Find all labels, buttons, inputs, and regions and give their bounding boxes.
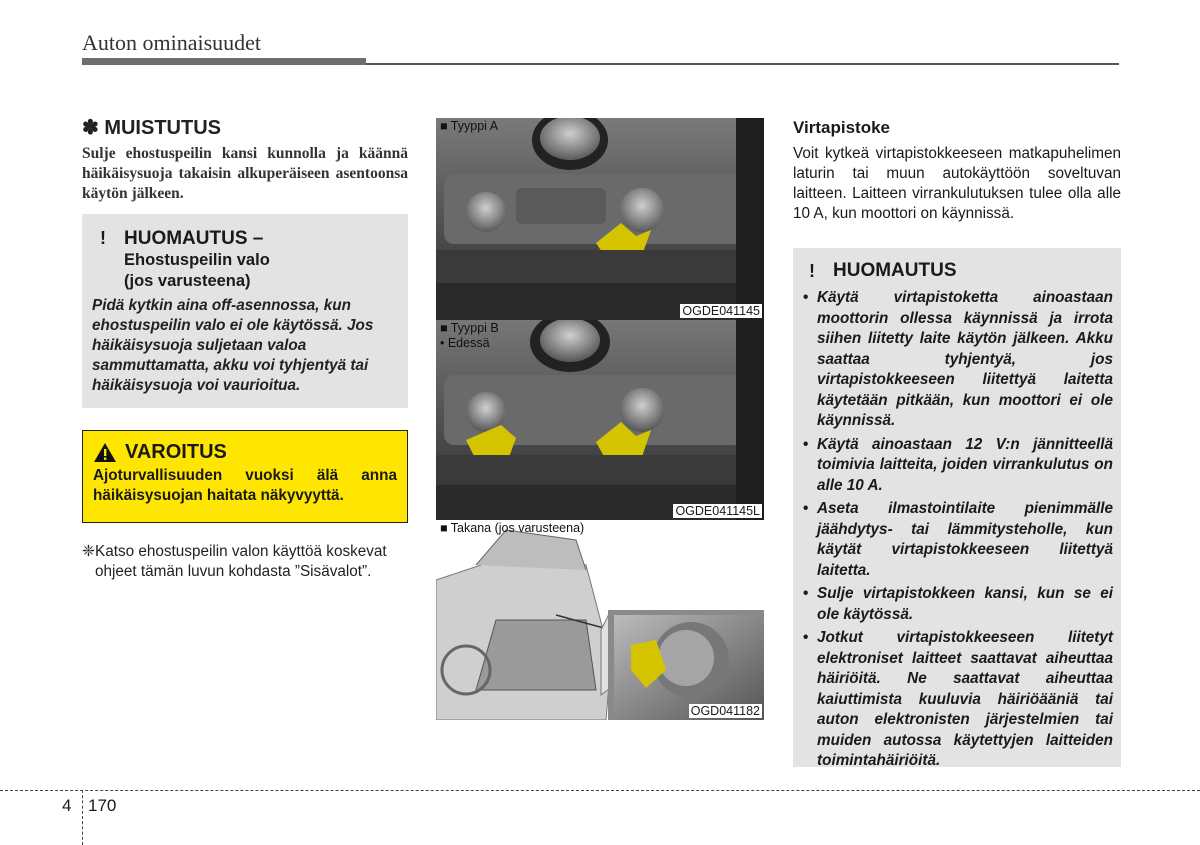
figure-label: ■ Takana (jos varusteena): [440, 521, 585, 535]
notice-title: HUOMAUTUS –: [124, 228, 264, 249]
figure-label: ■ Tyyppi A: [440, 119, 499, 133]
chapter-number: 4: [62, 796, 72, 815]
rear-outlet-illustration: [436, 520, 764, 720]
page-number: 170: [88, 796, 117, 815]
list-item: • Sulje virtapistokkeen kansi, kun se ei ole käytössä.: [803, 585, 1113, 623]
exclamation-icon: !: [100, 228, 106, 248]
notice-list: [801, 288, 1113, 772]
list-item: • Jotkut virtapistokkeeseen liitetyt elektroniset laitteet saattavat aiheuttaa häiriöitä. Ne saattavat aiheuttaa kaiuttimista kuuluvia häiriöääniä tai auton elektronisten järjestelmien tai muiden autossa käytettyjen laitteiden toimintahäiriöitä.: [803, 629, 1113, 769]
figure-type-a: [436, 118, 764, 320]
notice-text: Pidä kytkin aina off-asennossa, kun ehostuspeilin valo ei ole käytössä. Jos häikäisysuoja suljetaan valoa sammuttamatta, akku voi tyhjentyä tai häikäisysuoja voi vaurioitua.: [92, 297, 374, 394]
reminder-text: Sulje ehostuspeilin kansi kunnolla ja käännä häikäisysuoja takaisin alkuperäiseen asentoonsa käytön jälkeen.: [82, 145, 408, 202]
figure-type-b: [436, 320, 764, 520]
notice-subtitle: Ehostuspeilin valo: [124, 251, 270, 269]
header-rule: [366, 63, 1119, 65]
section-heading: Virtapistoke: [793, 118, 891, 137]
list-item: • Käytä virtapistoketta ainoastaan moottorin ollessa käynnissä ja irrota siihen liitetty laite käytön jälkeen. Akku saattaa tyhjentyä, jos virtapistokkeeseen liitettyä laitetta käytetään pitkään, kun moottori ei ole käynnissä.: [803, 289, 1113, 429]
front-outlets-illustration: [436, 320, 764, 520]
figure-code: OGD041182: [690, 704, 760, 718]
figure-rear: [436, 520, 764, 720]
warning-text: Ajoturvallisuuden vuoksi älä anna häikäisysuojan haitata näkyvyyttä.: [93, 467, 397, 504]
section-text: Voit kytkeä virtapistokkeeseen matkapuhelimen laturin tai muun autokäyttöön soveltuvan laitteen. Laitteen virrankulutuksen tulee olla alle 10 A, kun moottori on käynnissä.: [793, 145, 1121, 222]
console-outlet-illustration: [436, 118, 764, 320]
power-outlet-section: [793, 118, 1121, 224]
footer-rule: [0, 790, 1200, 791]
running-header: Auton ominaisuudet: [82, 30, 262, 55]
notice-subtitle-2: (jos varusteena): [124, 272, 251, 290]
warning-triangle-icon: [93, 442, 117, 463]
header-bar: [82, 58, 366, 65]
exclamation-icon: !: [809, 260, 815, 281]
reminder-section: [82, 115, 408, 204]
figure-sublabel: • Edessä: [440, 336, 490, 350]
figure-label: ■ Tyyppi B: [440, 321, 499, 335]
figure-code: OGDE041145L: [675, 504, 760, 518]
warning-title: VAROITUS: [125, 441, 227, 463]
reference-note: [82, 542, 408, 582]
list-item: • Aseta ilmastointilaite pienimmälle jäähdytys- tai lämmitysteholle, kun käytät virtapistokkeeseen liitettyä laitetta.: [803, 500, 1113, 579]
mirror-light-notice: [82, 214, 408, 408]
footer-divider: [82, 790, 83, 845]
notice-title: HUOMAUTUS: [833, 260, 957, 281]
reminder-title: ✽ MUISTUTUS: [82, 117, 221, 139]
outlet-notice: [793, 248, 1121, 767]
warning-box: [82, 430, 408, 523]
reference-text: Katso ehostuspeilin valon käyttöä koskevat ohjeet tämän luvun kohdasta ”Sisävalot”.: [95, 543, 387, 580]
figure-code: OGDE041145: [682, 304, 760, 318]
reference-symbol: ❈: [82, 543, 95, 560]
list-item: • Käytä ainoastaan 12 V:n jännitteellä toimivia laitteita, joiden virrankulutus on alle 10 A.: [803, 435, 1113, 494]
